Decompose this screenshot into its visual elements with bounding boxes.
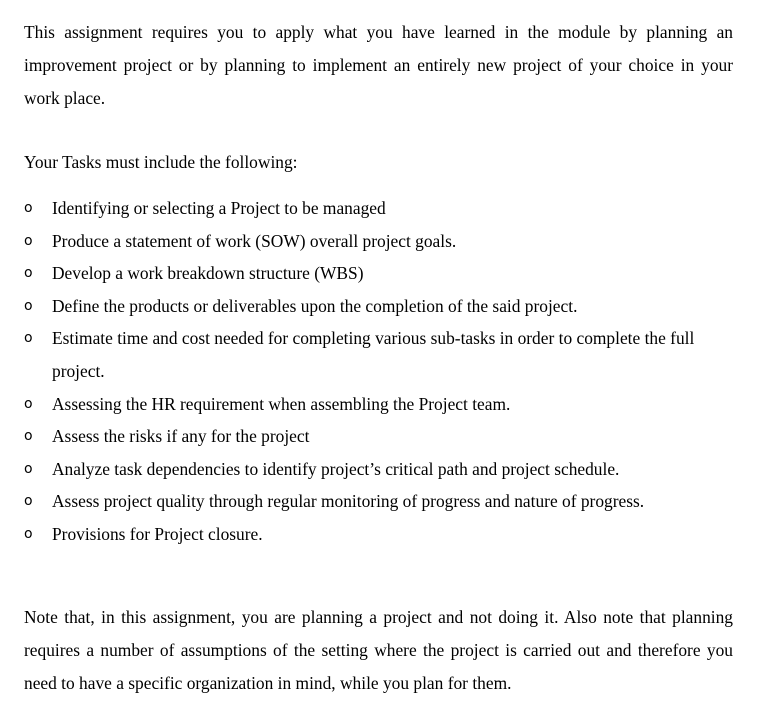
list-item [24,257,733,290]
hollow-bullet-icon: o [24,460,33,477]
hollow-bullet-icon: o [24,265,33,282]
hollow-bullet-icon: o [24,297,33,314]
list-item [24,420,733,453]
tasks-heading: Your Tasks must include the following: [24,152,298,172]
task-text: Estimate time and cost needed for completing various sub-tasks in order to complete the full project. [52,328,695,381]
intro-paragraph: This assignment requires you to apply what you have learned in the module by planning an improvement project or by planning to implement an entirely new project of your choice in your work place. [24,22,733,108]
list-item [24,388,733,421]
task-text: Assess project quality through regular monitoring of progress and nature of progress. [52,491,645,512]
hollow-bullet-icon: o [24,525,33,542]
task-text: Assessing the HR requirement when assembling the Project team. [52,393,511,414]
note-paragraph: Note that, in this assignment, you are planning a project and not doing it. Also note that planning requires a number of assumptions of the setting where the project is carried out and therefore you need to have a specific organization in mind, while you plan for them. [24,606,733,693]
list-item [24,485,733,518]
hollow-bullet-icon: o [24,428,33,445]
hollow-bullet-icon: o [24,395,33,412]
hollow-bullet-icon: o [24,232,33,249]
list-item [24,322,733,387]
hollow-bullet-icon: o [24,330,33,347]
list-item [24,453,733,486]
list-item [24,518,733,551]
task-text: Produce a statement of work (SOW) overall project goals. [52,230,457,251]
task-text: Analyze task dependencies to identify project’s critical path and project schedule. [52,458,620,479]
task-text: Assess the risks if any for the project [52,426,310,447]
task-text: Develop a work breakdown structure (WBS) [52,263,364,284]
task-text: Define the products or deliverables upon the completion of the said project. [52,295,578,316]
hollow-bullet-icon: o [24,200,33,216]
hollow-bullet-icon: o [24,493,33,510]
task-list [24,192,733,551]
list-item [24,290,733,323]
list-item [24,192,733,225]
task-text: Provisions for Project closure. [52,523,263,544]
list-item [24,225,733,258]
task-text: Identifying or selecting a Project to be managed [52,198,386,218]
